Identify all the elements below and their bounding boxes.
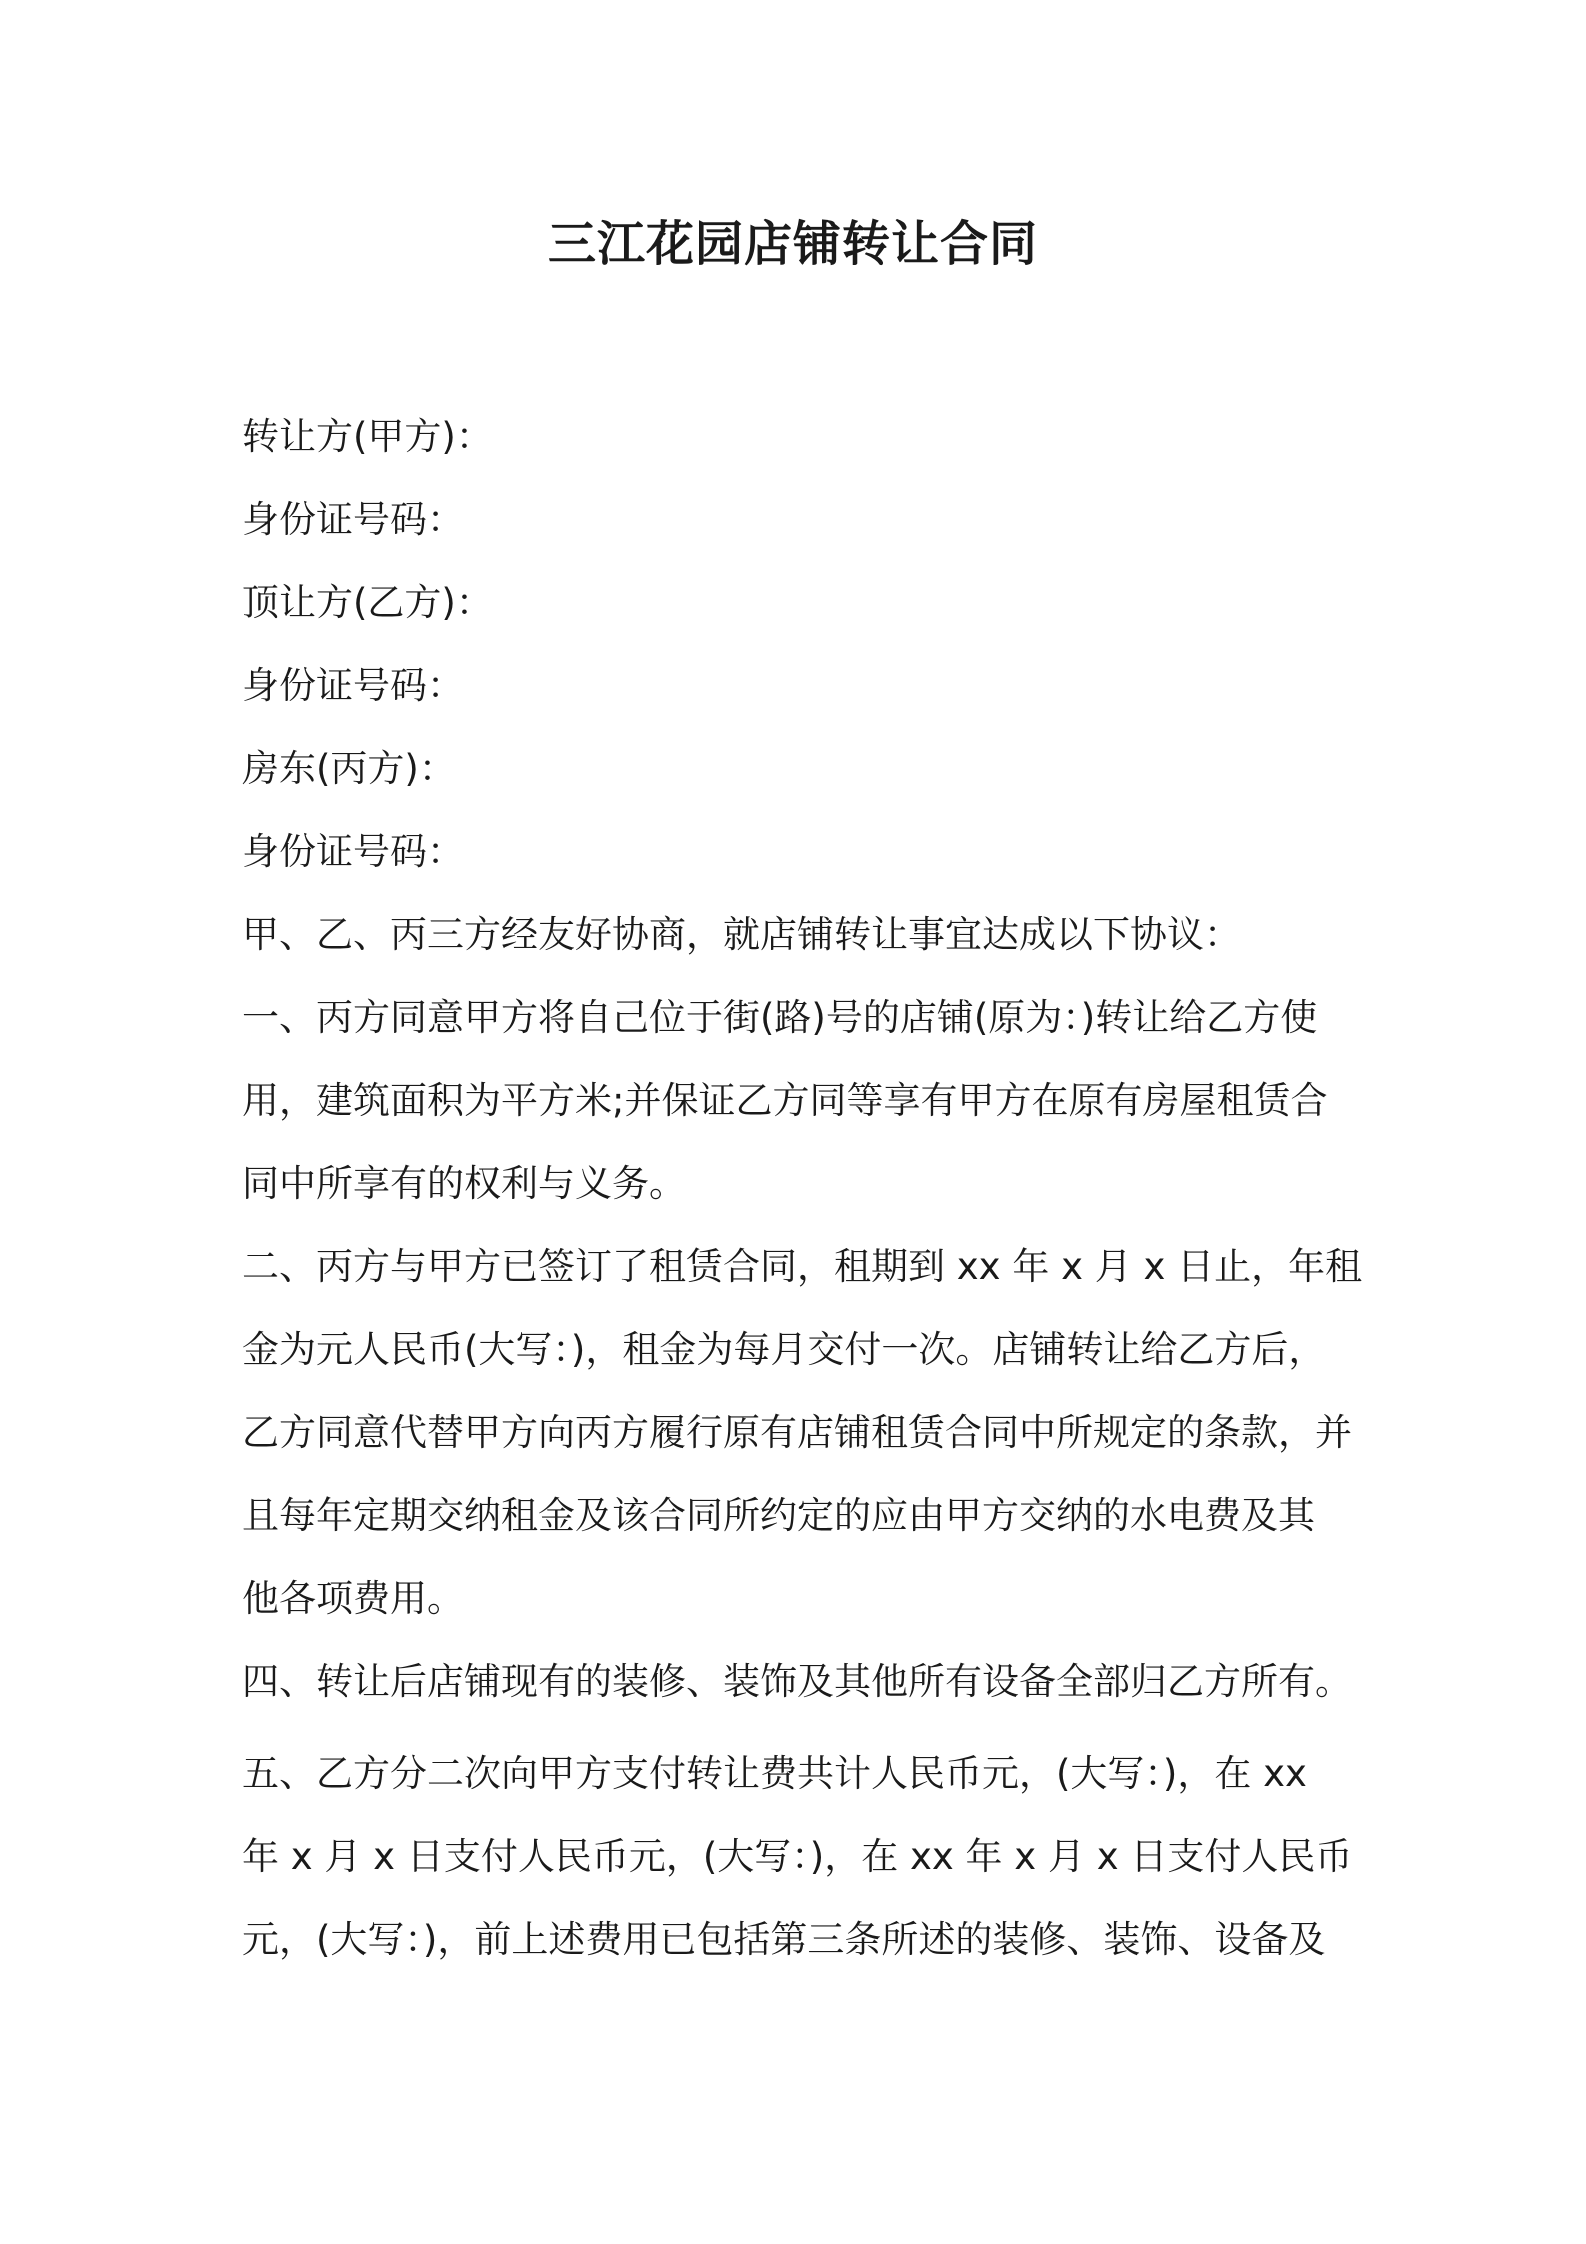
clause-5-line: 年 x 月 x 日支付人民币元，(大写：)，在 xx 年 x 月 x 日支付人民币 <box>242 1835 1353 1878</box>
clause-2-line: 乙方同意代替甲方向丙方履行原有店铺租赁合同中所规定的条款，并 <box>242 1411 1352 1454</box>
spacer <box>242 1723 1362 1732</box>
clause-2 <box>242 1225 1362 1640</box>
party-landlord: 房东(丙方)： <box>242 747 456 790</box>
clause-1-line: 同中所享有的权利与义务。 <box>242 1162 686 1205</box>
clause-2-line: 二、丙方与甲方已签订了租赁合同，租期到 xx 年 x 月 x 日止，年租 <box>242 1245 1363 1288</box>
clause-1-line: 用，建筑面积为平方米;并保证乙方同等享有甲方在原有房屋租赁合 <box>242 1079 1328 1122</box>
party-transferor: 转让方(甲方)： <box>242 415 493 458</box>
intro-paragraph: 甲、乙、丙三方经友好协商，就店铺转让事宜达成以下协议： <box>242 913 1241 956</box>
clause-5-line: 元，(大写：)，前上述费用已包括第三条所述的装修、装饰、设备及 <box>242 1918 1326 1961</box>
party-landlord-id: 身份证号码： <box>242 830 464 873</box>
clause-2-line: 他各项费用。 <box>242 1577 464 1620</box>
clause-5 <box>242 1732 1362 1981</box>
party-transferor-id: 身份证号码： <box>242 498 464 541</box>
party-transferee-id: 身份证号码： <box>242 664 464 707</box>
clause-2-line: 金为元人民币(大写：)，租金为每月交付一次。店铺转让给乙方后， <box>242 1328 1326 1371</box>
clause-4 <box>242 1640 1362 1723</box>
document-title: 三江花园店铺转让合同 <box>547 216 1038 272</box>
clause-1-line: 一、丙方同意甲方将自己位于街(路)号的店铺(原为：)转让给乙方使 <box>242 996 1318 1039</box>
party-transferee: 顶让方(乙方)： <box>242 581 493 624</box>
document-body <box>242 395 1362 1981</box>
clause-5-line: 五、乙方分二次向甲方支付转让费共计人民币元，(大写：)，在 xx <box>242 1752 1307 1795</box>
clause-2-line: 且每年定期交纳租金及该合同所约定的应由甲方交纳的水电费及其 <box>242 1494 1315 1537</box>
clause-4-line: 四、转让后店铺现有的装修、装饰及其他所有设备全部归乙方所有。 <box>242 1660 1352 1703</box>
clause-1 <box>242 976 1362 1225</box>
